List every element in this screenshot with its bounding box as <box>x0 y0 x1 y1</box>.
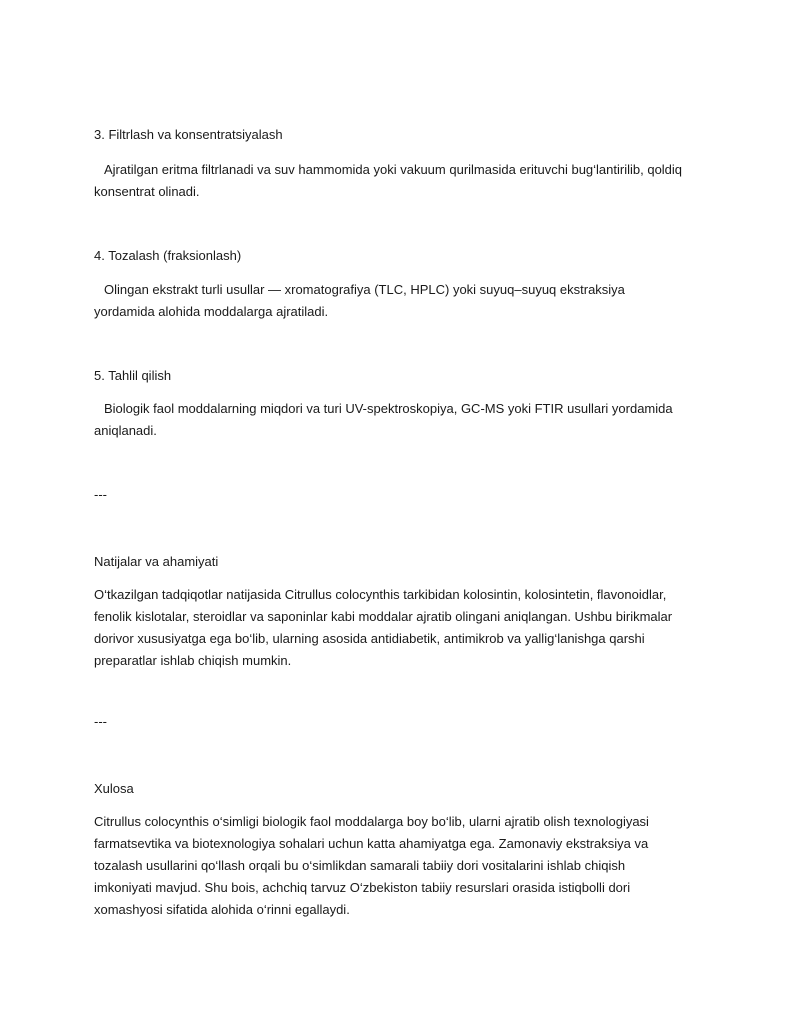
section-3-body: Ajratilgan eritma filtrlanadi va suv hammomida yoki vakuum qurilmasida erituvchi bug‘lantirilib, qoldiq konsentrat olinadi. <box>94 162 683 199</box>
conclusion-heading: Xulosa <box>94 781 134 796</box>
section-4-body: Olingan ekstrakt turli usullar — xromatografiya (TLC, HPLC) yoki suyuq–suyuq ekstraksiya yordamida alohida moddalarga ajratiladi. <box>94 282 625 319</box>
section-5-body: Biologik faol moddalarning miqdori va turi UV-spektroskopiya, GC-MS yoki FTIR usullari yordamida aniqlanadi. <box>94 401 673 438</box>
conclusion-body: Citrullus colocynthis o‘simligi biologik faol moddalarga boy bo‘lib, ularni ajratib olish texnologiyasi farmatsevtika va biotexnologiya sohalari uchun katta ahamiyatga ega. Zamonaviy ekstraksiya va tozalash usullarini qo‘llash orqali bu o‘simlikdan samarali tabiiy dori vositalarini ishlab chiqish imkoniyati mavjud. Shu bois, achchiq tarvuz O‘zbekiston tabiiy resurslari orasida istiqbolli dori xomashyosi sifatida alohida o‘rinni egallaydi. <box>94 814 649 917</box>
divider-2: --- <box>94 714 107 729</box>
results-body: O‘tkazilgan tadqiqotlar natijasida Citrullus colocynthis tarkibidan kolosintin, kolosintetin, flavonoidlar, fenolik kislotalar, steroidlar va saponinlar kabi moddalar ajratib olingani aniqlangan. Ushbu birikmalar dorivor xususiyatga ega bo‘lib, ularning asosida antidiabetik, antimikrob va yallig‘lanishga qarshi preparatlar ishlab chiqish mumkin. <box>94 587 673 668</box>
section-3-heading: 3. Filtrlash va konsentratsiyalash <box>94 127 283 142</box>
section-4-heading: 4. Tozalash (fraksionlash) <box>94 248 242 263</box>
divider-1: --- <box>94 487 107 502</box>
results-heading: Natijalar va ahamiyati <box>94 554 219 569</box>
section-5-heading: 5. Tahlil qilish <box>94 368 172 383</box>
